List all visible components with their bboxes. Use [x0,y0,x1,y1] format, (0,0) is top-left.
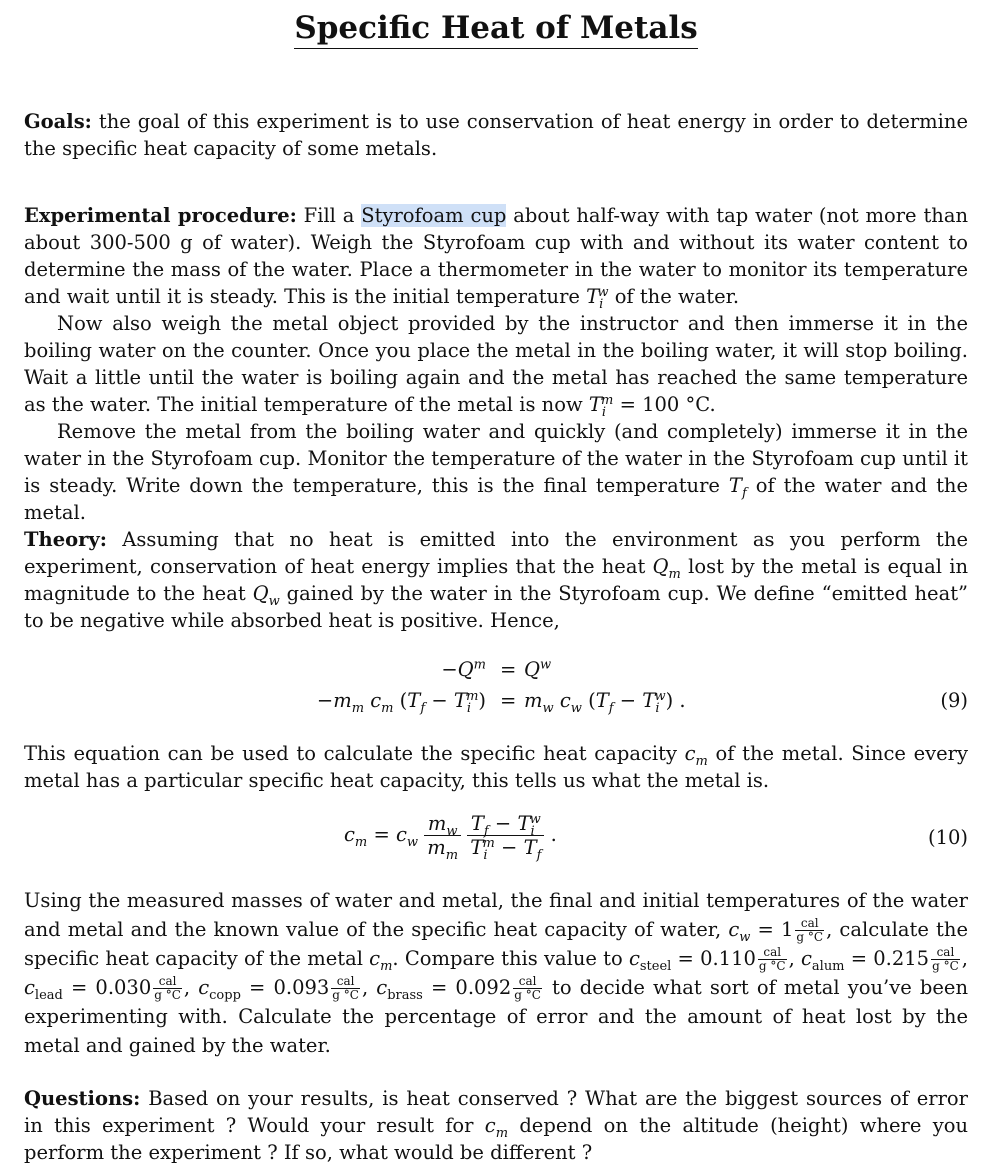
equation-10-number: (10) [927,826,968,849]
equation-10: $c_m = c_w$ $\frac{m_w}{m_m}$ $\frac{T_f - T_i^w}{T_i^m - T_f}$ . (10) [344,811,968,863]
procedure-paragraph-1: Experimental procedure: Fill a Styrofoam cup about half-way with tap water (not more than about 300-500 g of water). Weigh the Styrofoam cup with and without its water content to determine the mass of the water. Place a thermometer in the water to monitor its temperature and wait until it is steady. This is the initial temperature $T_i^w$ of the water. [24,204,969,312]
theory-heading: Theory: [24,528,107,551]
theory-section [24,526,968,634]
after-eq9-paragraph: This equation can be used to calculate the specific heat capacity $c_m$ of the metal. Since every metal has a particular specific heat capacity, this tells us what the metal is. [24,742,968,792]
procedure-heading: Experimental procedure: [24,204,297,227]
goals-text: the goal of this experiment is to use conservation of heat energy in order to determine the specific heat capacity of some metals. [24,110,969,160]
procedure-paragraph-3: Remove the metal from the boiling water and quickly (and completely) immerse it in the water in the Styrofoam cup. Monitor the temperature of the water in the Styrofoam cup until it is steady. Write down the temperature, this is the final temperature $T_f$ of the water and the metal. [24,420,968,524]
theory-paragraph: Theory: Assuming that no heat is emitted into the environment as you perform the experiment, conservation of heat energy implies that the heat $Q_m$ lost by the metal is equal in magnitude to the heat $Q_w$ gained by the water in the Styrofoam cup. We define “emitted heat” to be negative while absorbed heat is positive. Hence, [24,528,969,632]
questions-section: Questions: Based on your results, is heat conserved ? What are the biggest sources of error in this experiment ? Would your result for $c_m$ depend on the altitude (height) where you perform the experiment ? If so, what would be different ? [24,1087,969,1164]
goals-heading: Goals: [24,110,92,133]
highlighted-text[interactable]: Styrofoam cup [361,204,507,227]
equation-9-number: (9) [940,689,968,712]
goals-section [24,108,968,162]
procedure-section [24,202,968,526]
procedure-paragraph-2: Now also weigh the metal object provided by the instructor and then immerse it in the boiling water on the counter. Once you place the metal in the boiling water, it will stop boiling. Wait a little until the water is boiling again and the metal has reached the same temperature as the water. The initial temperature of the metal is now $T_i^m = 100$ °C. [24,312,968,420]
questions-heading: Questions: [24,1087,141,1110]
using-paragraph: Using the measured masses of water and metal, the final and initial temperatures of the water and metal and the known value of the specific heat capacity of water, $c_w = 1$ $\frac{\text{cal}}{g ^\circ C}$ , calculate the specific heat capacity of the metal $c_m$. Compare this value to $c_{steel} = 0.110$ $\frac{\text{cal}}{g ^\circ C}$ , $c_{alum} = 0.215$ $\frac{\text{cal}}{g ^\circ C}$ , $c_{lead} = 0.030$ $\frac{\text{cal}}{g ^\circ C}$ , $c_{copp} = 0.093$ $\frac{\text{cal}}{g ^\circ C}$ , $c_{brass} = 0.092$ $\frac{\text{cal}}{g ^\circ C}$ to decide what sort of metal you’ve been experimenting with. Calculate the percentage of error and the amount of heat lost by the metal and gained by the water. [24,889,968,1057]
page-title: Specific Heat of Metals [24,8,968,48]
